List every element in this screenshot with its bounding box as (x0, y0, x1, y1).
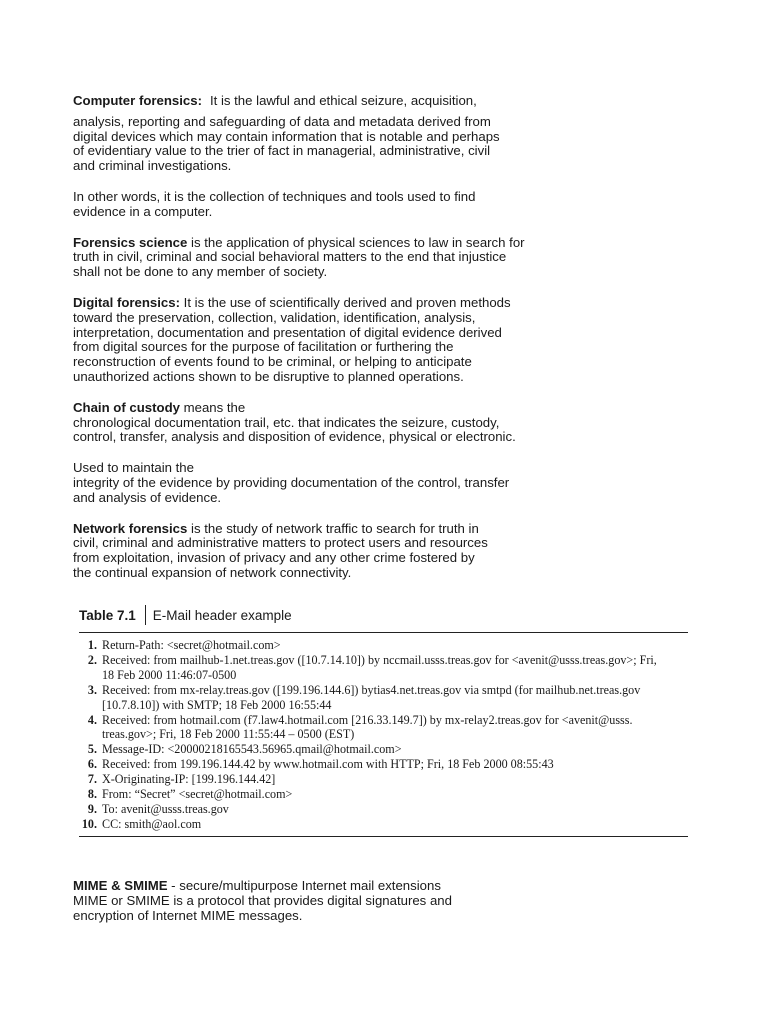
row-text: X-Originating-IP: [199.196.144.42] (102, 772, 276, 787)
table-row (79, 772, 688, 787)
row-text: From: “Secret” <secret@hotmail.com> (102, 787, 293, 802)
section-line: control, transfer, analysis and disposition of evidence, physical or electronic. (73, 429, 516, 445)
caption-divider (145, 605, 146, 625)
section-first-line (73, 296, 733, 311)
section-line: from exploitation, invasion of privacy and any other crime fostered by (73, 550, 475, 566)
row-number: 3. (87, 682, 97, 697)
section-line: unauthorized actions shown to be disruptive to planned operations. (73, 368, 464, 384)
table-rows (79, 633, 688, 836)
row-text: Received: from 199.196.144.42 by www.hotmail.com with HTTP; Fri, 18 Feb 2000 08:55:43 (102, 757, 554, 772)
section-term: MIME & SMIME (73, 878, 168, 893)
section-line: shall not be done to any member of society. (73, 264, 328, 280)
row-number: 8. (87, 787, 97, 802)
row-number: 10. (81, 816, 97, 831)
table-caption (79, 604, 688, 626)
section-term: Forensics science (73, 234, 188, 250)
section-term: Network forensics (73, 520, 188, 536)
section-text: is the study of network traffic to search for truth in (187, 520, 479, 536)
section-line: truth in civil, criminal and social behavioral matters to the end that injustice (73, 249, 507, 265)
table-row (79, 817, 688, 832)
row-number: 6. (87, 757, 97, 772)
row-text: Received: from mailhub-1.net.treas.gov ([10.7.14.10]) by nccmail.usss.treas.gov for <avenit@usss.treas.gov>; Fri, 18 Feb 2000 11:46:07-0500 (102, 652, 657, 682)
section-line: and analysis of evidence. (73, 489, 222, 505)
document-body (73, 94, 733, 597)
row-number: 2. (87, 652, 97, 667)
section-line: interpretation, documentation and presentation of digital evidence derived (73, 324, 502, 340)
section-line: civil, criminal and administrative matters to protect users and resources (73, 535, 488, 551)
table-row (79, 638, 688, 653)
section-term: Computer forensics: (73, 93, 202, 108)
row-number: 9. (87, 801, 97, 816)
section-line: digital devices which may contain information that is notable and perhaps (73, 128, 500, 144)
table-bottom-rule (79, 836, 688, 837)
section-term: Digital forensics: (73, 294, 180, 310)
section-line: MIME or SMIME is a protocol that provides digital signatures and (73, 892, 452, 908)
section-line: toward the preservation, collection, validation, identification, analysis, (73, 309, 476, 325)
table-number: Table 7.1 (79, 607, 136, 623)
section-term: Chain of custody (73, 399, 180, 415)
section-line: the continual expansion of network connectivity. (73, 564, 352, 580)
email-header-table (79, 604, 688, 837)
section-text: means the (179, 399, 246, 415)
section-text: It is the use of scientifically derived and proven methods (180, 294, 511, 310)
row-number: 5. (87, 742, 97, 757)
section-line: from digital sources for the purpose of facilitation or furthering the (73, 339, 454, 355)
section-text: It is the lawful and ethical seizure, acquisition, (209, 93, 477, 108)
section-line: encryption of Internet MIME messages. (73, 907, 303, 923)
section-line: integrity of the evidence by providing documentation of the control, transfer (73, 474, 510, 490)
section-first-line (73, 401, 733, 416)
row-text: Received: from mx-relay.treas.gov ([199.196.144.6]) bytias4.net.treas.gov via smtpd (for mailhub.net.treas.gov [10.7.8.10]) with SMTP; 18 Feb 2000 16:55:44 (102, 682, 641, 712)
section-network-forensics (73, 522, 733, 581)
section-mime (73, 879, 733, 923)
table-row (79, 787, 688, 802)
table-row (79, 757, 688, 772)
row-text: Message-ID: <20000218165543.56965.qmail@hotmail.com> (102, 742, 402, 757)
section-other-words (73, 190, 733, 220)
section-first-line (73, 879, 733, 894)
table-row (79, 802, 688, 817)
section-line: Used to maintain the (73, 460, 194, 476)
section-line: of evidentiary value to the trier of fact in managerial, administrative, civil (73, 143, 491, 159)
section-text: is the application of physical sciences to law in search for (187, 234, 525, 250)
section-forensics-science (73, 236, 733, 280)
section-used-to-maintain (73, 461, 733, 505)
table-title: E-Mail header example (152, 607, 292, 623)
section-first-line (73, 522, 733, 537)
row-text: To: avenit@usss.treas.gov (102, 801, 229, 816)
row-number: 4. (87, 712, 97, 727)
row-text: Received: from hotmail.com (f7.law4.hotmail.com [216.33.149.7]) by mx-relay2.treas.gov for <avenit@usss. treas.gov>; Fri, 18 Feb 2000 11:55:44 – 0500 (EST) (102, 712, 633, 742)
row-text: CC: smith@aol.com (102, 816, 202, 831)
table-row (79, 713, 688, 743)
section-line: evidence in a computer. (73, 203, 213, 219)
section-computer-forensics (73, 94, 733, 174)
section-line: chronological documentation trail, etc. that indicates the seizure, custody, (73, 414, 500, 430)
table-row (79, 683, 688, 713)
section-line: In other words, it is the collection of techniques and tools used to find (73, 188, 476, 204)
row-number: 7. (87, 772, 97, 787)
section-line: analysis, reporting and safeguarding of data and metadata derived from (73, 113, 491, 129)
section-digital-forensics (73, 296, 733, 385)
table-row (79, 742, 688, 757)
section-text: - secure/multipurpose Internet mail extensions (167, 878, 441, 893)
table-row (79, 653, 688, 683)
section-line: reconstruction of events found to be criminal, or helping to anticipate (73, 354, 472, 370)
section-chain-of-custody (73, 401, 733, 445)
row-number: 1. (87, 638, 97, 652)
section-line: and criminal investigations. (73, 158, 232, 174)
row-text: Return-Path: <secret@hotmail.com> (102, 638, 281, 652)
section-first-line (73, 236, 733, 251)
section-first-line (73, 94, 733, 109)
